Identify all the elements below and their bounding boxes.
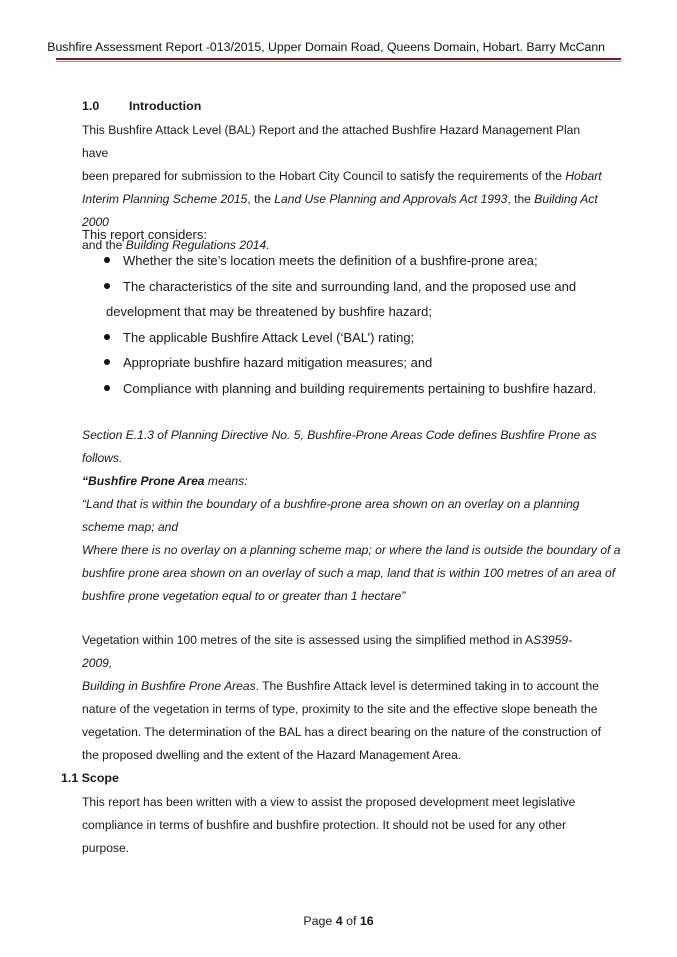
text-run-italic: Hobart (565, 169, 602, 183)
text-run-italic: S3959-2009, (82, 633, 573, 670)
list-item-continuation: development that may be threatened by bushfire hazard; (106, 304, 432, 319)
bullet-icon (104, 359, 110, 365)
text-run-italic: Building Regulations 2014. (125, 238, 270, 252)
text-run-italic: Land Use Planning and Approvals Act 1993 (274, 192, 508, 206)
vegetation-line: the proposed dwelling and the extent of the Hazard Management Area. (82, 748, 462, 762)
scope-line: purpose. (82, 841, 130, 855)
text-run: Vegetation within 100 metres of the site is assessed using the simplified method in A (82, 633, 534, 647)
list-item-text: The characteristics of the site and surrounding land, and the proposed use and (123, 278, 577, 294)
vegetation-line: nature of the vegetation in terms of type, proximity to the site and the effective slope beneath the (82, 702, 598, 716)
text-run-italic: Building in Bushfire Prone Areas (82, 679, 256, 693)
text-run: and the (82, 238, 126, 252)
vegetation-line (82, 675, 602, 698)
page-of: of (342, 914, 360, 928)
list-item (82, 325, 622, 351)
bullet-icon (104, 385, 110, 391)
page-total: 16 (359, 914, 374, 928)
section-heading-scope: 1.1 Scope (61, 771, 119, 785)
definition-quote-line: bushfire prone vegetation equal to or greater than 1 hectare” (82, 589, 406, 603)
list-item-text: Appropriate bushfire hazard mitigation measures; and (123, 355, 433, 370)
bullet-icon (104, 334, 110, 340)
definition-quote-line: bushfire prone area shown on an overlay of such a map, land that is within 100 metres of an area of (82, 566, 616, 580)
definition-quote-line: Where there is no overlay on a planning scheme map; or where the land is outside the boundary of a (82, 543, 621, 557)
list-item (82, 350, 622, 376)
text-run-italic: Interim Planning Scheme 2015 (82, 192, 248, 206)
scope-line: This report has been written with a view to assist the proposed development meet legislative (82, 795, 576, 809)
definition-quote-line: scheme map; and (82, 520, 179, 534)
bullet-icon (104, 283, 110, 289)
section-heading-introduction (82, 99, 201, 113)
scope-line: compliance in terms of bushfire and bushfire protection. It should not be used for any other (82, 818, 567, 832)
definition-term-line (82, 470, 622, 493)
vegetation-line: vegetation. The determination of the BAL has a direct bearing on the nature of the construction of (82, 725, 602, 739)
section-number: 1.0 (82, 99, 100, 113)
text-run: been prepared for submission to the Hobart City Council to satisfy the requirements of the (82, 169, 566, 183)
list-item (82, 274, 622, 300)
intro-line (82, 165, 602, 188)
text-run: . The Bushfire Attack level is determined taking in to account the (255, 679, 599, 693)
header-rule-secondary (56, 61, 621, 62)
text-run-italic: means: (204, 474, 248, 488)
vegetation-paragraph (82, 629, 602, 767)
definition-quote-line: “Land that is within the boundary of a bushfire-prone area shown on an overlay on a planning (82, 497, 580, 511)
running-header: Bushfire Assessment Report -013/2015, Upper Domain Road, Queens Domain, Hobart. Barry McCann (47, 40, 605, 54)
considers-lead: This report considers: (82, 227, 207, 242)
list-item (82, 376, 622, 402)
scope-paragraph (82, 791, 602, 860)
intro-line: This Bushfire Attack Level (BAL) Report and the attached Bushfire Hazard Management Plan have (82, 123, 581, 160)
header-rule (56, 58, 621, 60)
list-item-text: Compliance with planning and building requirements pertaining to bushfire hazard. (123, 380, 597, 396)
text-run-italic: Building Act 2000 (82, 192, 598, 229)
page-prefix: Page (303, 914, 336, 928)
list-item (82, 248, 622, 274)
text-run: , the (247, 192, 275, 206)
page-footer (0, 914, 677, 928)
definition-term: “Bushfire Prone Area (82, 474, 205, 488)
definition-line: follows. (82, 451, 123, 465)
bullet-icon (104, 257, 110, 263)
considerations-list (82, 248, 622, 401)
section-title: Introduction (129, 99, 202, 113)
vegetation-line (82, 629, 602, 675)
text-run: , the (507, 192, 535, 206)
list-item-text: Whether the site’s location meets the definition of a bushfire-prone area; (123, 253, 538, 268)
list-item-text: The applicable Bushfire Attack Level (‘BAL’) rating; (123, 329, 415, 345)
definition-line: Section E.1.3 of Planning Directive No. 5, Bushfire-Prone Areas Code defines Bushfire Prone as (82, 428, 597, 442)
definition-block (82, 424, 622, 608)
page-number: 4 (335, 914, 343, 928)
